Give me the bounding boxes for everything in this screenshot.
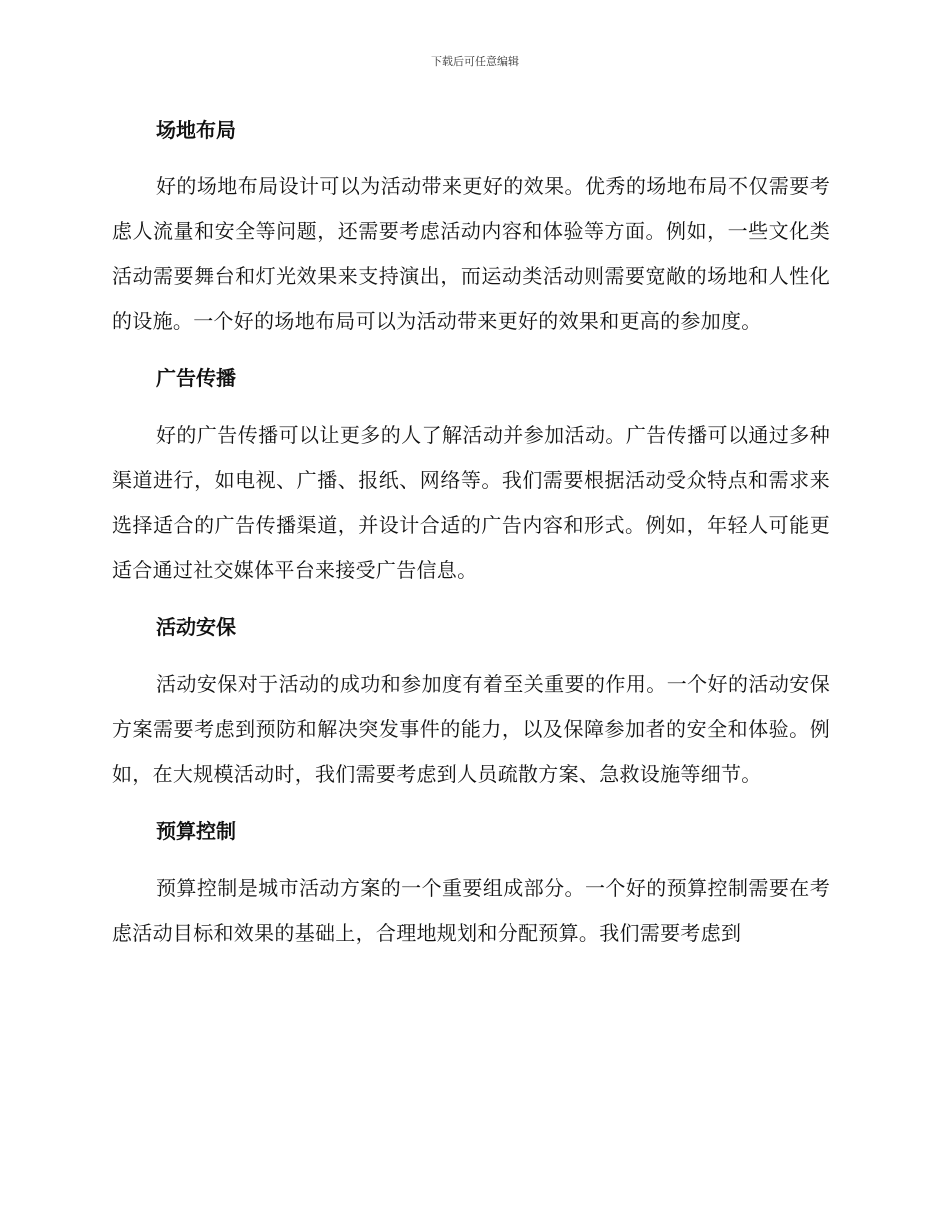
section-heading: 活动安保 (156, 615, 236, 639)
section-venue-layout (112, 110, 830, 344)
section-paragraph: 活动安保对于活动的成功和参加度有着至关重要的作用。一个好的活动安保方案需要考虑到预防和解决突发事件的能力，以及保障参加者的安全和体验。例如，在大规模活动时，我们需要考虑到人员疏散方案、急救设施等细节。 (112, 672, 830, 786)
section-heading: 预算控制 (156, 819, 236, 843)
document-body (112, 110, 830, 956)
section-heading: 广告传播 (156, 366, 236, 390)
section-paragraph: 预算控制是城市活动方案的一个重要组成部分。一个好的预算控制需要在考虑活动目标和效果的基础上，合理地规划和分配预算。我们需要考虑到 (112, 876, 830, 945)
section-paragraph: 好的广告传播可以让更多的人了解活动并参加活动。广告传播可以通过多种渠道进行，如电视、广播、报纸、网络等。我们需要根据活动受众特点和需求来选择适合的广告传播渠道，并设计合适的广告内容和形式。例如，年轻人可能更适合通过社交媒体平台来接受广告信息。 (112, 423, 830, 582)
page-header: 下载后可任意编辑 (431, 55, 519, 68)
section-heading: 场地布局 (156, 118, 236, 142)
section-budget (112, 811, 830, 956)
section-security (112, 607, 830, 797)
section-advertising (112, 358, 830, 593)
section-paragraph: 好的场地布局设计可以为活动带来更好的效果。优秀的场地布局不仅需要考虑人流量和安全等问题，还需要考虑活动内容和体验等方面。例如，一些文化类活动需要舞台和灯光效果来支持演出，而运动类活动则需要宽敞的场地和人性化的设施。一个好的场地布局可以为活动带来更好的效果和更高的参加度。 (112, 174, 830, 333)
